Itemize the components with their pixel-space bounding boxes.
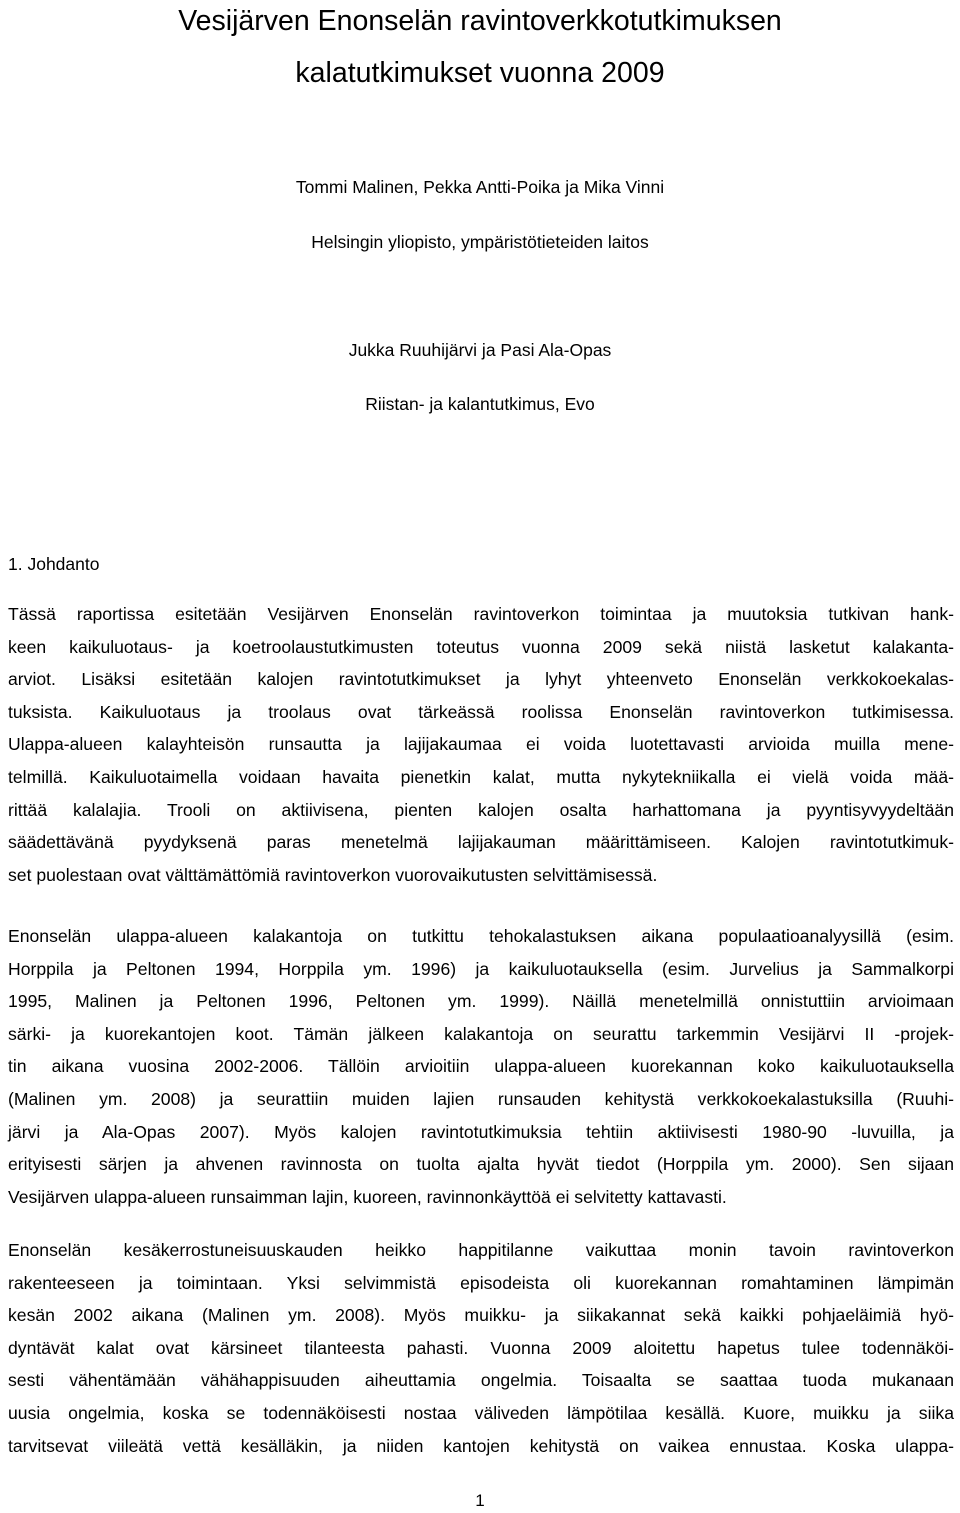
paragraph-line: Ulappa-alueen kalayhteisön runsautta ja lajijakaumaa ei voida luotettavasti arvioida muilla mene- — [8, 734, 954, 755]
paragraph-3 — [8, 1234, 954, 1462]
paragraph-line: rittää kalalajia. Trooli on aktiivisena, pienten kalojen osalta harhattomana ja pyyntisyvyydeltään — [8, 799, 954, 820]
paragraph-line: arviot. Lisäksi esitetään kalojen ravintotutkimukset ja lyhyt yhteenveto Enonselän verkkokoekalas- — [8, 669, 954, 690]
affiliation-2: Riistan- ja kalantutkimus, Evo — [365, 394, 595, 414]
paragraph-line: tarvitsevat viileätä vettä kesälläkin, ja niiden kantojen kehitystä on vaikea ennustaa. Koska ulappa- — [8, 1435, 954, 1456]
paragraph-line: telmillä. Kaikuluotaimella voidaan havaita pienetkin kalat, mutta nykytekniikalla ei vielä voida mää- — [8, 766, 954, 787]
paragraph-line: (Malinen ym. 2008) ja seurattiin muiden lajien runsauden kehitystä verkkokoekalastuksilla (Ruuhi- — [8, 1088, 954, 1109]
paragraph-line: dyntävät kalat ovat kärsineet tilanteesta pahasti. Vuonna 2009 aloitettu hapetus tulee todennäköi- — [8, 1337, 954, 1358]
paragraph-1 — [8, 598, 954, 891]
paragraph-line: kesän 2002 aikana (Malinen ym. 2008). Myös muikku- ja siikakannat sekä kaikki pohjaeläimiä hyö- — [8, 1305, 954, 1326]
paragraph-line: 1995, Malinen ja Peltonen 1996, Peltonen ym. 1999). Näillä menetelmillä onnistuttiin arvioimaan — [8, 991, 954, 1012]
section-heading: 1. Johdanto — [8, 554, 100, 574]
paragraph-line: keen kaikuluotaus- ja koetroolaustutkimusten toteutus vuonna 2009 sekä niistä lasketut kalakanta- — [8, 636, 954, 657]
paragraph-line: set puolestaan ovat välttämättömiä ravintoverkon vuorovaikutusten selvittämisessä. — [8, 864, 658, 885]
paragraph-line: Vesijärven ulappa-alueen runsaimman lajin, kuoreen, ravinnonkäyttöä ei selvitetty kattavasti. — [8, 1186, 727, 1207]
paragraph-line: erityisesti särjen ja ahvenen ravinnosta on tuolta ajalta hyvät tiedot (Horppila ym. 2000). Sen sijaan — [8, 1154, 954, 1175]
paragraph-line: tuksista. Kaikuluotaus ja troolaus ovat tärkeässä roolissa Enonselän ravintoverkon tutkimisessa. — [8, 701, 954, 722]
paragraph-line: sesti vähentämään vähähappisuuden aiheuttamia ongelmia. Toisaalta se saattaa tuoda mukanaan — [8, 1370, 954, 1391]
paragraph-line: Horppila ja Peltonen 1994, Horppila ym. 1996) ja kaikuluotauksella (esim. Jurvelius ja Sammalkorpi — [8, 958, 954, 979]
paragraph-line: tin aikana vuosina 2002-2006. Tällöin arvioitiin ulappa-alueen kuorekannan koko kaikuluotauksella — [8, 1056, 954, 1077]
document-title — [0, 0, 960, 99]
paragraph-line: särki- ja kuorekantojen koot. Tämän jälkeen kalakantoja on seurattu tarkemmin Vesijärvi II -projek- — [8, 1023, 954, 1044]
paragraph-line: uusia ongelmia, koska se todennäköisesti nostaa väliveden lämpötilaa kesällä. Kuore, muikku ja siika — [8, 1402, 954, 1423]
paragraph-line: säädettävänä pyydyksenä paras menetelmä lajijakauman määrittämiseen. Kalojen ravintotutkimuk- — [8, 832, 954, 853]
paragraph-2 — [8, 920, 954, 1213]
paragraph-line: Tässä raportissa esitetään Vesijärven Enonselän ravintoverkon toimintaa ja muutoksia tutkivan hank- — [8, 604, 954, 624]
title-line-1: Vesijärven Enonselän ravintoverkkotutkimuksen — [178, 5, 782, 37]
title-line-2: kalatutkimukset vuonna 2009 — [295, 57, 665, 89]
paragraph-line: Enonselän kesäkerrostuneisuuskauden heikko happitilanne vaikuttaa monin tavoin ravintoverkon — [8, 1240, 954, 1260]
paragraph-line: järvi ja Ala-Opas 2007). Myös kalojen ravintotutkimuksia tehtiin aktiivisesti 1980-90 -luvuilla, ja — [8, 1121, 954, 1142]
authors-group-2: Jukka Ruuhijärvi ja Pasi Ala-Opas — [348, 340, 612, 360]
affiliation-1: Helsingin yliopisto, ympäristötieteiden laitos — [311, 232, 649, 252]
page-number: 1 — [475, 1491, 485, 1510]
paragraph-line: Enonselän ulappa-alueen kalakantoja on tutkittu tehokalastuksen aikana populaatioanalyysillä (esim. — [8, 926, 954, 946]
paragraph-line: rakenteeseen ja toimintaan. Yksi selvimmistä episodeista oli kuorekannan romahtaminen lämpimän — [8, 1272, 954, 1293]
authors-group-1: Tommi Malinen, Pekka Antti-Poika ja Mika Vinni — [295, 177, 665, 197]
